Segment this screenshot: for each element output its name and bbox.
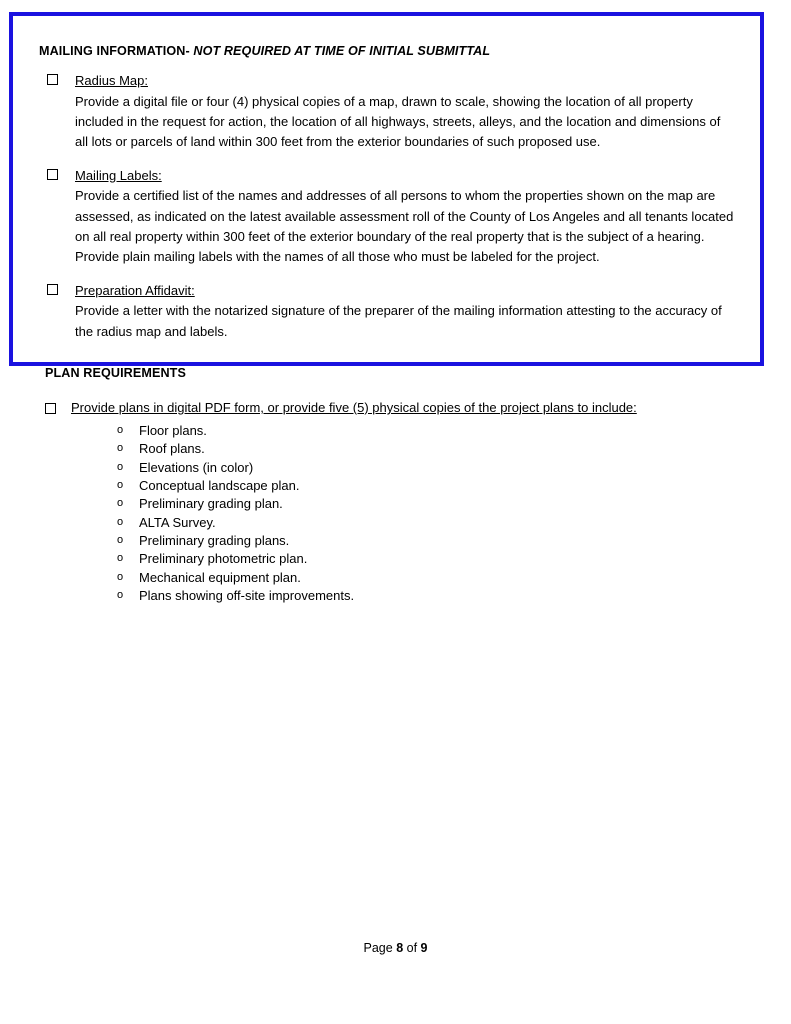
circle-bullet-icon: o (117, 497, 124, 510)
mailing-heading-plain: MAILING INFORMATION- (39, 44, 194, 58)
circle-bullet-icon: o (117, 460, 124, 473)
circle-bullet-icon: o (117, 478, 124, 491)
list-item (117, 422, 738, 440)
circle-bullet-icon: o (117, 588, 124, 601)
list-item (117, 495, 738, 513)
list-item (117, 569, 738, 587)
footer-middle: of (403, 941, 421, 955)
list-item-label: Conceptual landscape plan. (139, 477, 300, 493)
list-item-label: Preliminary grading plans. (139, 532, 290, 548)
list-item-label: Floor plans. (139, 423, 207, 438)
footer-prefix: Page (363, 941, 397, 955)
list-item (117, 587, 738, 605)
checklist-item-body: Provide a digital file or four (4) physical copies of a map, drawn to scale, showing the location of all property included in the request for action, the location of all highways, streets, alleys, and the location and dimensions of all lots or parcels of land within 300 feet from the exterior boundaries of such proposed use. (75, 93, 721, 150)
circle-bullet-icon: o (117, 552, 124, 565)
list-item-label: Plans showing off-site improvements. (139, 587, 355, 603)
circle-bullet-icon: o (117, 424, 124, 436)
checklist-item-mailing-labels[interactable] (39, 167, 734, 268)
plan-requirements-heading: PLAN REQUIREMENTS (45, 366, 186, 380)
circle-bullet-icon: o (117, 515, 124, 528)
list-item-label: Preliminary grading plan. (139, 496, 283, 512)
list-item (117, 514, 738, 532)
mailing-heading-italic: NOT REQUIRED AT TIME OF INITIAL SUBMITTAL (193, 44, 491, 58)
plan-sub-list (71, 422, 738, 605)
checklist-item-title: Provide plans in digital PDF form, or provide five (5) physical copies of the project plans to include: (71, 400, 637, 415)
footer-current-page: 8 (396, 941, 404, 955)
list-item (117, 550, 738, 568)
circle-bullet-icon: o (117, 442, 124, 455)
plan-requirements-section (9, 366, 764, 605)
list-item (117, 459, 738, 477)
list-item (117, 532, 738, 550)
list-item-label: Elevations (in color) (139, 459, 254, 475)
checklist-item-title: Mailing Labels: (75, 167, 162, 183)
list-item-label: ALTA Survey. (139, 514, 216, 530)
page-footer (0, 941, 791, 955)
mailing-information-box (9, 12, 764, 366)
list-item-label: Mechanical equipment plan. (139, 569, 301, 585)
checkbox-icon[interactable] (45, 403, 56, 414)
list-item (117, 440, 738, 458)
list-item (117, 477, 738, 495)
checkbox-icon[interactable] (47, 169, 58, 180)
checkbox-icon[interactable] (47, 74, 58, 85)
checklist-item-radius-map[interactable] (39, 72, 734, 153)
checkbox-icon[interactable] (47, 284, 58, 295)
checklist-item-body: Provide a letter with the notarized signature of the preparer of the mailing information attesting to the accuracy of the radius map and labels. (75, 303, 722, 339)
mailing-information-heading (39, 44, 734, 58)
checklist-item-preparation-affidavit[interactable] (39, 282, 734, 342)
checklist-item-title: Radius Map: (75, 73, 148, 88)
footer-total-pages: 9 (420, 941, 428, 955)
checklist-item-provide-plans[interactable] (35, 400, 738, 605)
list-item-label: Roof plans. (139, 441, 205, 457)
list-item-label: Preliminary photometric plan. (139, 551, 308, 567)
circle-bullet-icon: o (117, 570, 124, 583)
circle-bullet-icon: o (117, 533, 124, 546)
checklist-item-title: Preparation Affidavit: (75, 282, 195, 298)
checklist-item-body: Provide a certified list of the names and addresses of all persons to whom the properties shown on the map are assessed, as indicated on the latest available assessment roll of the County of Los Angeles and all tenants located on all real property within 300 feet of the exterior boundary of the real property that is the subject of a hearing. Provide plain mailing labels with the names of all those who must be labeled for the project. (75, 188, 734, 265)
